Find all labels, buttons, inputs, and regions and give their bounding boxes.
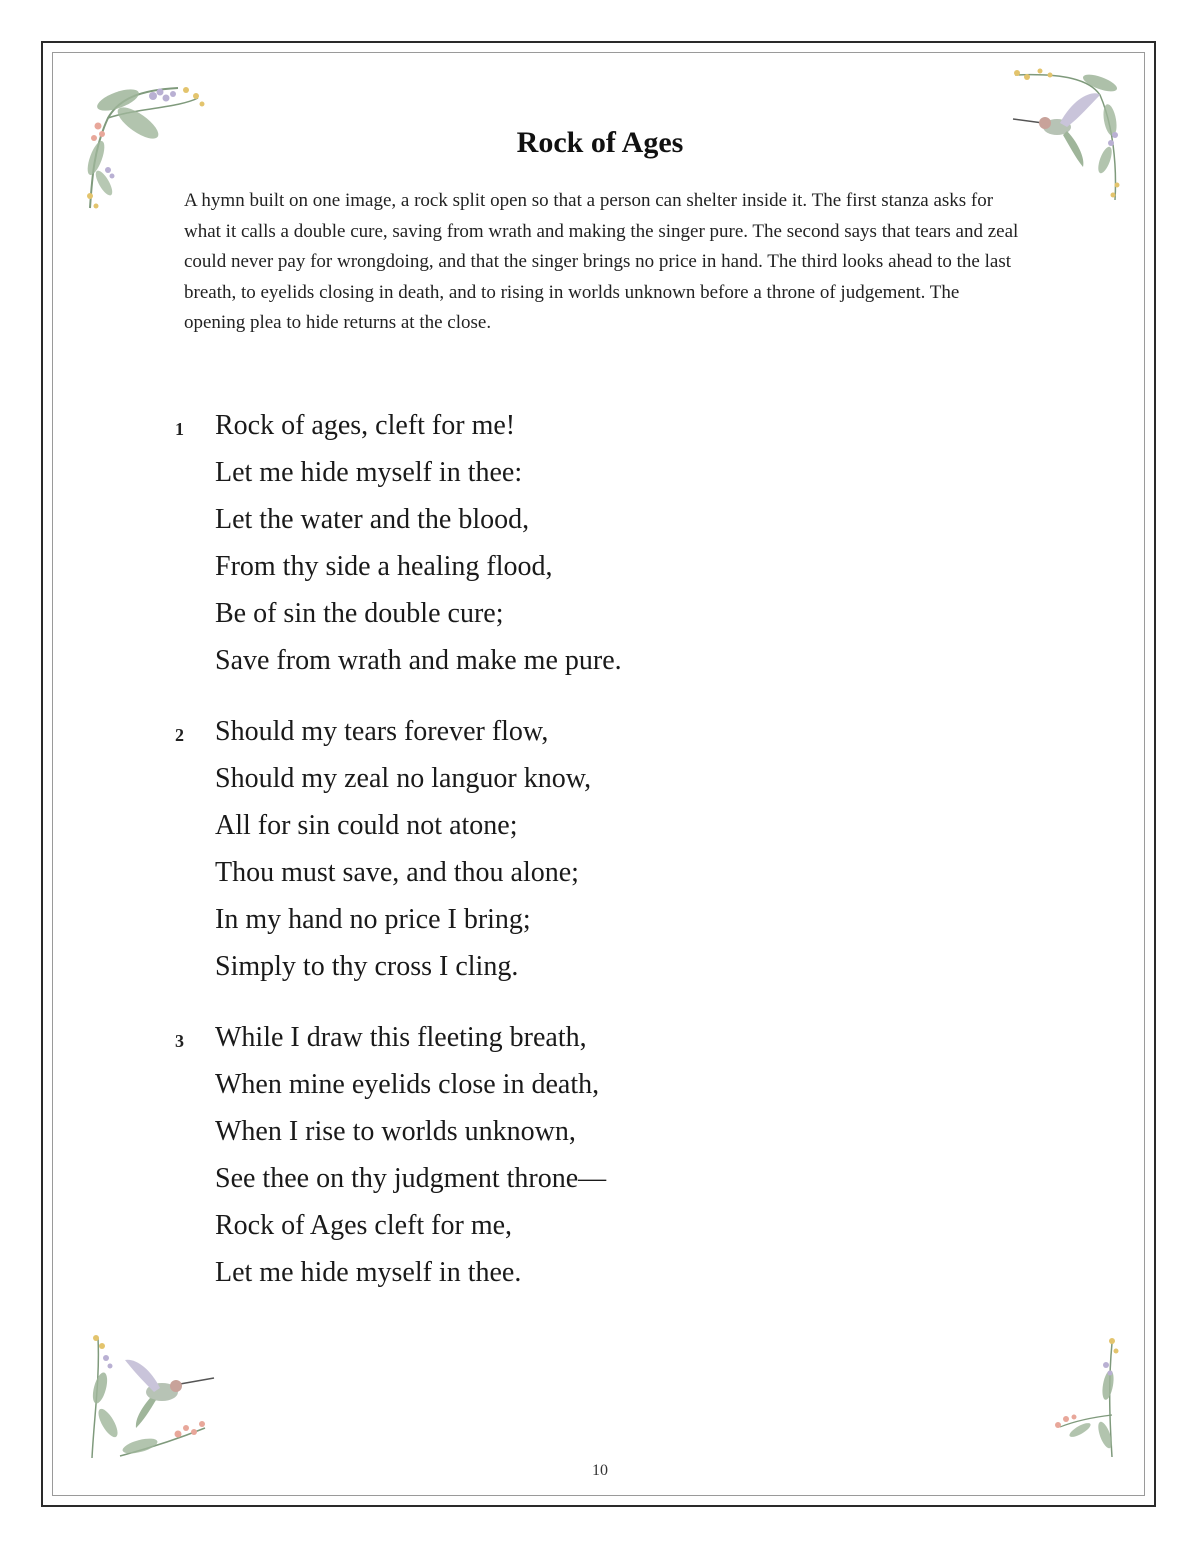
verse-line: In my hand no price I bring;	[215, 904, 531, 935]
page-number: 10	[592, 1462, 608, 1479]
verse-line: Let me hide myself in thee:	[215, 457, 523, 488]
verse-line: Save from wrath and make me pure.	[215, 645, 622, 676]
verse-line: When mine eyelids close in death,	[215, 1069, 600, 1100]
verse-line: Thou must save, and thou alone;	[215, 857, 579, 888]
verse-line: Let the water and the blood,	[215, 504, 530, 535]
verse-line: Rock of Ages cleft for me,	[215, 1210, 513, 1241]
verse-line: While I draw this fleeting breath,	[215, 1022, 587, 1053]
verse-line: Let me hide myself in thee.	[215, 1257, 522, 1288]
verse-line: Should my tears forever flow,	[215, 716, 549, 747]
stanza-number: 2	[175, 725, 184, 745]
verse-line: All for sin could not atone;	[215, 810, 518, 841]
verse-line: Rock of ages, cleft for me!	[215, 410, 516, 441]
page-title: Rock of Ages	[516, 126, 684, 159]
verse-line: Should my zeal no languor know,	[215, 763, 592, 794]
verse-line: Simply to thy cross I cling.	[215, 951, 519, 982]
stanza-number: 1	[175, 419, 184, 439]
intro-paragraph: A hymn built on one image, a rock split open so that a person can shelter inside it. The first stanza asks for what it calls a double cure, saving from wrath and making the singer pure. The second says that tears and zeal could never pay for wrongdoing, and that the singer brings no price in hand. The third looks ahead to the last breath, to eyelids closing in death, and to rising in worlds unknown before a throne of judgement. The opening plea to hide returns at the close.	[184, 190, 1019, 333]
stanza-number: 3	[175, 1031, 184, 1051]
verse-line: When I rise to worlds unknown,	[215, 1116, 576, 1147]
verse-line: From thy side a healing flood,	[215, 551, 553, 582]
verse-line: See thee on thy judgment throne—	[215, 1163, 607, 1194]
hummingbird-floral-icon	[80, 1328, 220, 1463]
floral-corner-icon	[1050, 1335, 1125, 1460]
verse-line: Be of sin the double cure;	[215, 598, 504, 629]
